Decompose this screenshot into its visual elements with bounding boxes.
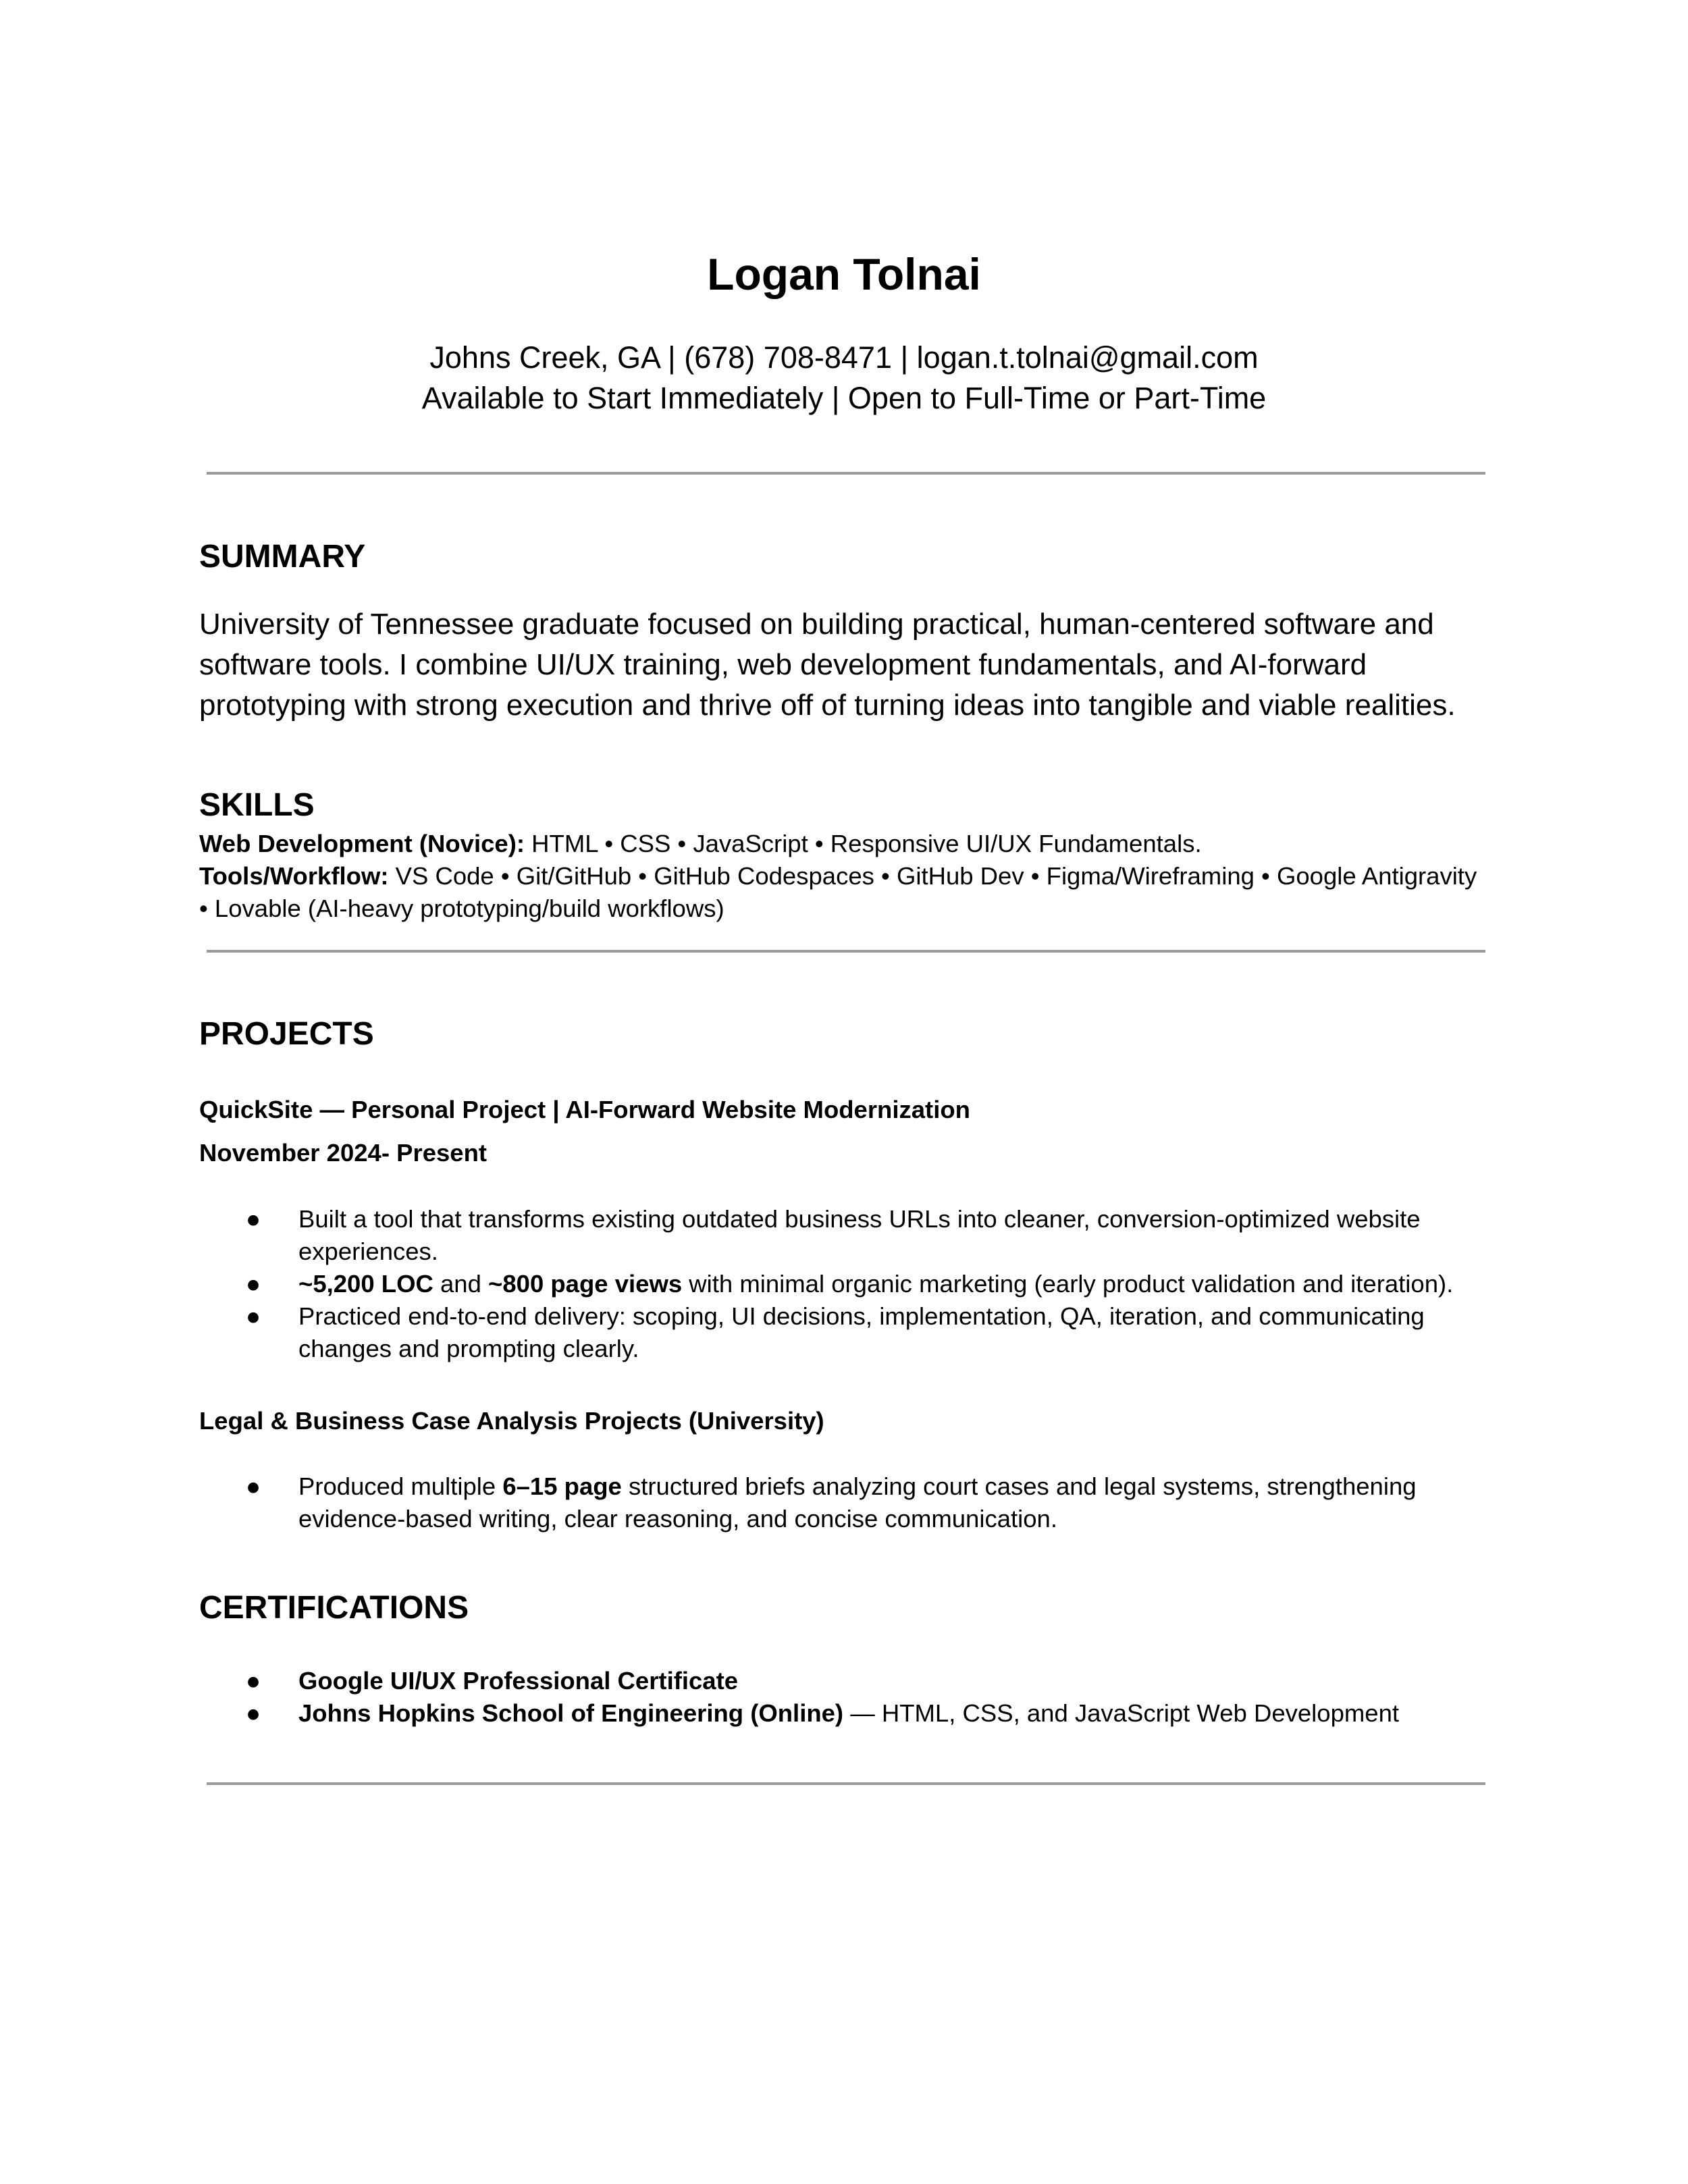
quicksite-bullet-3-cont: changes and prompting clearly.: [298, 1335, 639, 1362]
summary-line: University of Tennessee graduate focused on building practical, human-centered software and: [199, 608, 1434, 641]
skills-tools-line: [199, 860, 1477, 893]
quicksite-heading: QuickSite — Personal Project | AI-Forward Website Modernization: [199, 1096, 970, 1123]
divider: [207, 950, 1485, 953]
skills-tools-label: Tools/Workflow:: [199, 862, 389, 890]
quicksite-bullet-2: [298, 1268, 1453, 1300]
quicksite-dates: November 2024- Present: [199, 1139, 487, 1167]
candidate-name: Logan Tolnai: [707, 249, 981, 299]
skills-tools-line-cont: • Lovable (AI-heavy prototyping/build workflows): [199, 895, 724, 922]
bullet-icon: ●: [246, 1667, 261, 1695]
page-range-stat: 6–15 page: [502, 1472, 622, 1500]
skills-web-label: Web Development (Novice):: [199, 830, 525, 857]
skills-web-items: HTML • CSS • JavaScript • Responsive UI/UX Fundamentals.: [525, 830, 1202, 857]
quicksite-bullet-3: Practiced end-to-end delivery: scoping, UI decisions, implementation, QA, iteration, and communicating: [298, 1302, 1425, 1330]
summary-text: [199, 604, 1502, 726]
bullet-icon: ●: [246, 1472, 261, 1500]
skills-web-line: [199, 828, 1202, 860]
certification-1: [298, 1665, 738, 1697]
divider: [207, 472, 1485, 475]
bullet-text-fragment: structured briefs analyzing court cases and legal systems, strengthening: [621, 1472, 1417, 1500]
legal-bullet-1: [298, 1470, 1417, 1503]
bullet-text-fragment: Produced multiple: [298, 1472, 503, 1500]
quicksite-bullet-1: Built a tool that transforms existing outdated business URLs into cleaner, conversion-optimized website: [298, 1205, 1421, 1233]
certification-2-title: Johns Hopkins School of Engineering (Online): [298, 1699, 844, 1727]
availability-line: Available to Start Immediately | Open to Full-Time or Part-Time: [421, 381, 1267, 415]
bullet-icon: ●: [246, 1270, 261, 1298]
legal-heading: Legal & Business Case Analysis Projects (University): [199, 1407, 824, 1435]
bullet-icon: ●: [246, 1699, 261, 1727]
divider: [207, 1782, 1485, 1785]
bullet-text-fragment: with minimal organic marketing (early product validation and iteration).: [682, 1270, 1454, 1298]
certification-2: [298, 1697, 1399, 1730]
bullet-icon: ●: [246, 1302, 261, 1330]
skills-tools-items: VS Code • Git/GitHub • GitHub Codespaces • GitHub Dev • Figma/Wireframing • Google Antigravity: [388, 862, 1477, 890]
bullet-text-fragment: and: [433, 1270, 489, 1298]
certification-1-title: Google UI/UX Professional Certificate: [298, 1667, 739, 1695]
contact-line: Johns Creek, GA | (678) 708-8471 | logan.t.tolnai@gmail.com: [429, 340, 1259, 375]
summary-line: prototyping with strong execution and thrive off of turning ideas into tangible and viable realities.: [199, 689, 1456, 722]
pageviews-stat: ~800 page views: [488, 1270, 683, 1298]
legal-bullet-1-cont: evidence-based writing, clear reasoning, and concise communication.: [298, 1505, 1057, 1533]
loc-stat: ~5,200 LOC: [298, 1270, 433, 1298]
summary-line: software tools. I combine UI/UX training, web development fundamentals, and AI-forward: [199, 648, 1367, 681]
certifications-heading: CERTIFICATIONS: [199, 1590, 469, 1626]
bullet-icon: ●: [246, 1205, 261, 1233]
skills-heading: SKILLS: [199, 787, 315, 823]
projects-heading: PROJECTS: [199, 1016, 374, 1052]
quicksite-bullet-1-cont: experiences.: [298, 1237, 438, 1265]
certification-2-detail: — HTML, CSS, and JavaScript Web Development: [843, 1699, 1400, 1727]
summary-heading: SUMMARY: [199, 539, 366, 575]
